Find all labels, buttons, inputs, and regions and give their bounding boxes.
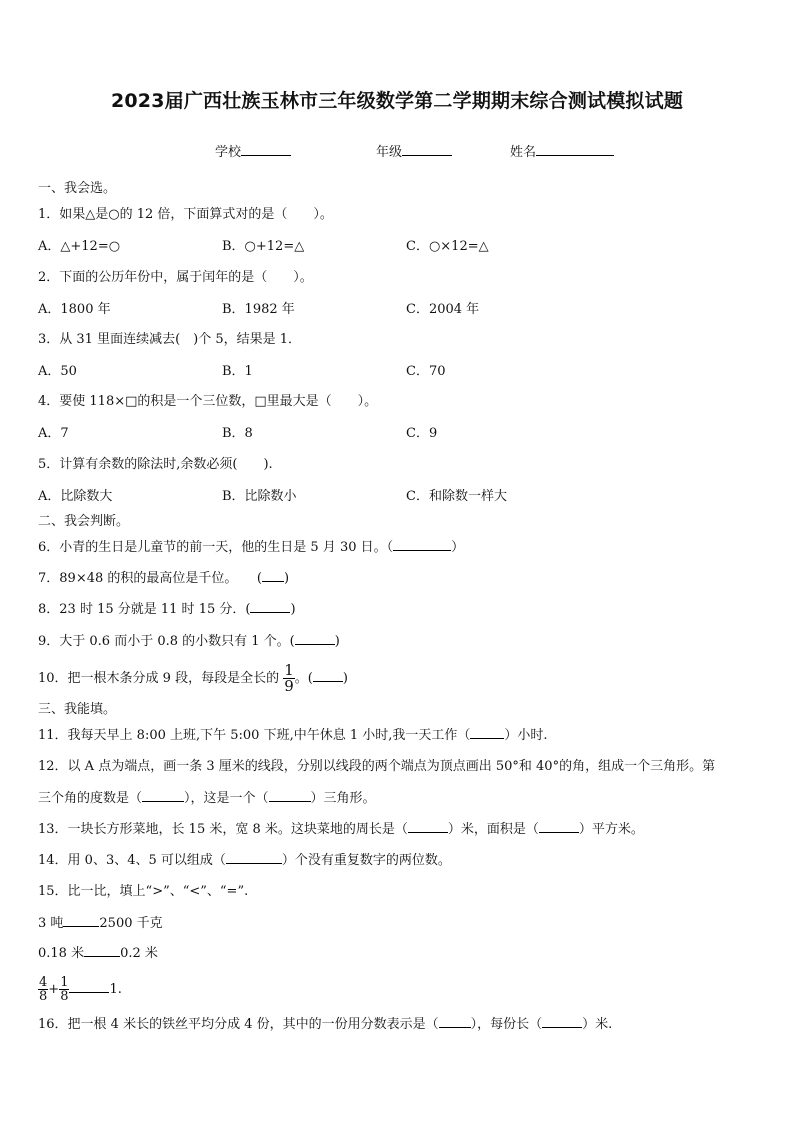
question-14-text-a: 14．用 0、3、4、5 可以组成（: [38, 853, 226, 868]
q9-close-paren: ): [334, 634, 340, 649]
question-12-line-1: 12．以 A 点为端点，画一条 3 厘米的线段，分别以线段的两个端点为顶点画出 50°和 40°的角，组成一个三角形。第: [38, 759, 716, 774]
q12-angle-blank[interactable]: [142, 790, 184, 802]
question-11-tail: ）小时.: [504, 728, 548, 743]
q3-option-b[interactable]: B．1: [222, 364, 253, 379]
question-16-text-a: 16．把一根 4 米长的铁丝平均分成 4 份，其中的一份用分数表示是（: [38, 1017, 439, 1032]
section-heading-3: 三、我能填。: [38, 702, 117, 717]
question-12-text-c: ）三角形。: [310, 791, 376, 806]
question-10-text: 10．把一根木条分成 9 段，每段是全长的: [38, 671, 280, 686]
question-2: 2．下面的公历年份中，属于闰年的是（ ）。: [38, 270, 313, 285]
q15-c-plus: +: [48, 982, 60, 997]
question-1: 1．如果△是○的 12 倍，下面算式对的是（ ）。: [38, 207, 333, 222]
question-12-text-a: 三个角的度数是（: [38, 791, 143, 806]
q15-c-right: 1.: [109, 982, 122, 997]
q14-answer-blank[interactable]: [226, 852, 282, 864]
q15-c-fraction-1: [38, 976, 48, 1003]
question-16-text-c: ）米.: [582, 1017, 613, 1032]
q8-answer-blank[interactable]: [250, 601, 290, 613]
q5-option-a[interactable]: A．比除数大: [38, 489, 113, 504]
q5-option-b[interactable]: B．比除数小: [222, 489, 297, 504]
q10-answer-blank[interactable]: [313, 670, 343, 682]
q15-a-left: 3 吨: [38, 916, 64, 931]
question-9-text: 9．大于 0.6 而小于 0.8 的小数只有 1 个。(: [38, 634, 295, 649]
question-6: [38, 539, 464, 557]
q10-numerator: 1: [284, 661, 294, 679]
q15-c-denominator-2: 8: [60, 989, 69, 1004]
grade-label: 年级: [376, 145, 403, 160]
q15-compare-b: [38, 945, 158, 963]
question-11: [38, 727, 548, 745]
q1-option-c[interactable]: C．○×12=△: [406, 239, 489, 254]
q4-option-b[interactable]: B．8: [222, 426, 253, 441]
q11-answer-blank[interactable]: [470, 727, 504, 739]
question-15: 15．比一比，填上“>”、“<”、“=”.: [38, 884, 249, 899]
page-title: 2023届广西壮族玉林市三年级数学第二学期期末综合测试模拟试题: [110, 90, 684, 112]
q16-fraction-blank[interactable]: [439, 1016, 471, 1028]
name-blank[interactable]: [536, 143, 614, 156]
question-13-text-c: ）平方米。: [578, 822, 644, 837]
q8-close-paren: ): [290, 602, 296, 617]
q15-b-right: 0.2 米: [120, 946, 158, 961]
q15-c-blank[interactable]: [69, 981, 109, 993]
q15-c-denominator-1: 8: [39, 989, 48, 1004]
q4-option-a[interactable]: A．7: [38, 426, 69, 441]
question-10: [38, 661, 348, 697]
question-12-line-2: [38, 790, 376, 808]
q15-compare-c: [38, 970, 122, 1010]
q2-option-b[interactable]: B．1982 年: [222, 302, 295, 317]
q6-close-paren: ）: [451, 540, 465, 555]
question-8: [38, 601, 296, 619]
school-label: 学校: [215, 145, 242, 160]
q15-c-numerator-2: 1: [60, 975, 69, 990]
section-heading-1: 一、我会选。: [38, 181, 117, 196]
question-5: 5．计算有余数的除法时,余数必须( ).: [38, 457, 273, 472]
q6-answer-blank[interactable]: [393, 539, 451, 551]
q15-b-blank[interactable]: [84, 945, 120, 957]
name-label: 姓名: [510, 145, 537, 160]
q4-option-c[interactable]: C．9: [406, 426, 438, 441]
q15-compare-a: [38, 915, 163, 933]
question-13: [38, 821, 644, 839]
question-8-text: 8．23 时 15 分就是 11 时 15 分．(: [38, 602, 251, 617]
q10-close-paren: ): [342, 671, 348, 686]
q5-option-c[interactable]: C．和除数一样大: [406, 489, 507, 504]
q15-b-left: 0.18 米: [38, 946, 85, 961]
q12-triangle-blank[interactable]: [269, 790, 311, 802]
grade-blank[interactable]: [402, 143, 452, 156]
section-heading-2: 二、我会判断。: [38, 514, 130, 529]
question-16: [38, 1016, 612, 1034]
question-7: [38, 570, 289, 588]
question-13-text-a: 13．一块长方形菜地，长 15 米，宽 8 米。这块菜地的周长是（: [38, 822, 408, 837]
q13-area-blank[interactable]: [539, 821, 579, 833]
q2-option-c[interactable]: C．2004 年: [406, 302, 480, 317]
school-field: [215, 141, 291, 160]
q10-fraction: [283, 663, 295, 694]
school-blank[interactable]: [241, 143, 291, 156]
name-field: [510, 141, 614, 160]
question-4: 4．要使 118×□的积是一个三位数，□里最大是（ ）。: [38, 394, 378, 409]
question-14-text-b: ）个没有重复数字的两位数。: [281, 853, 451, 868]
question-6-text: 6．小青的生日是儿童节的前一天，他的生日是 5 月 30 日。（: [38, 540, 394, 555]
q15-c-fraction-2: [59, 976, 69, 1003]
q2-option-a[interactable]: A．1800 年: [38, 302, 111, 317]
question-7-text: 7．89×48 的积的最高位是千位。 (: [38, 571, 262, 586]
question-11-text: 11．我每天早上 8:00 上班,下午 5:00 下班,中午休息 1 小时,我一天工作（: [38, 728, 471, 743]
q3-option-c[interactable]: C．70: [406, 364, 446, 379]
q7-answer-blank[interactable]: [262, 570, 284, 582]
q3-option-a[interactable]: A．50: [38, 364, 77, 379]
question-12-text-b: ），这是一个（: [184, 791, 269, 806]
question-10-tail: 。(: [294, 671, 313, 686]
q1-option-b[interactable]: B．○+12=△: [222, 239, 305, 254]
question-9: [38, 633, 340, 651]
question-3: 3．从 31 里面连续减去( )个 5，结果是 1．: [38, 332, 302, 347]
q13-perimeter-blank[interactable]: [408, 821, 448, 833]
q7-close-paren: ): [283, 571, 290, 586]
question-14: [38, 852, 451, 870]
q16-length-blank[interactable]: [542, 1016, 582, 1028]
question-16-text-b: ），每份长（: [470, 1017, 543, 1032]
q10-denominator: 9: [284, 677, 294, 695]
q15-a-right: 2500 千克: [99, 916, 163, 931]
grade-field: [376, 141, 452, 160]
q1-option-a[interactable]: A．△+12=○: [38, 239, 121, 254]
q15-a-blank[interactable]: [63, 915, 99, 927]
q15-c-numerator-1: 4: [39, 975, 48, 990]
question-13-text-b: ）米，面积是（: [447, 822, 539, 837]
q9-answer-blank[interactable]: [295, 633, 335, 645]
